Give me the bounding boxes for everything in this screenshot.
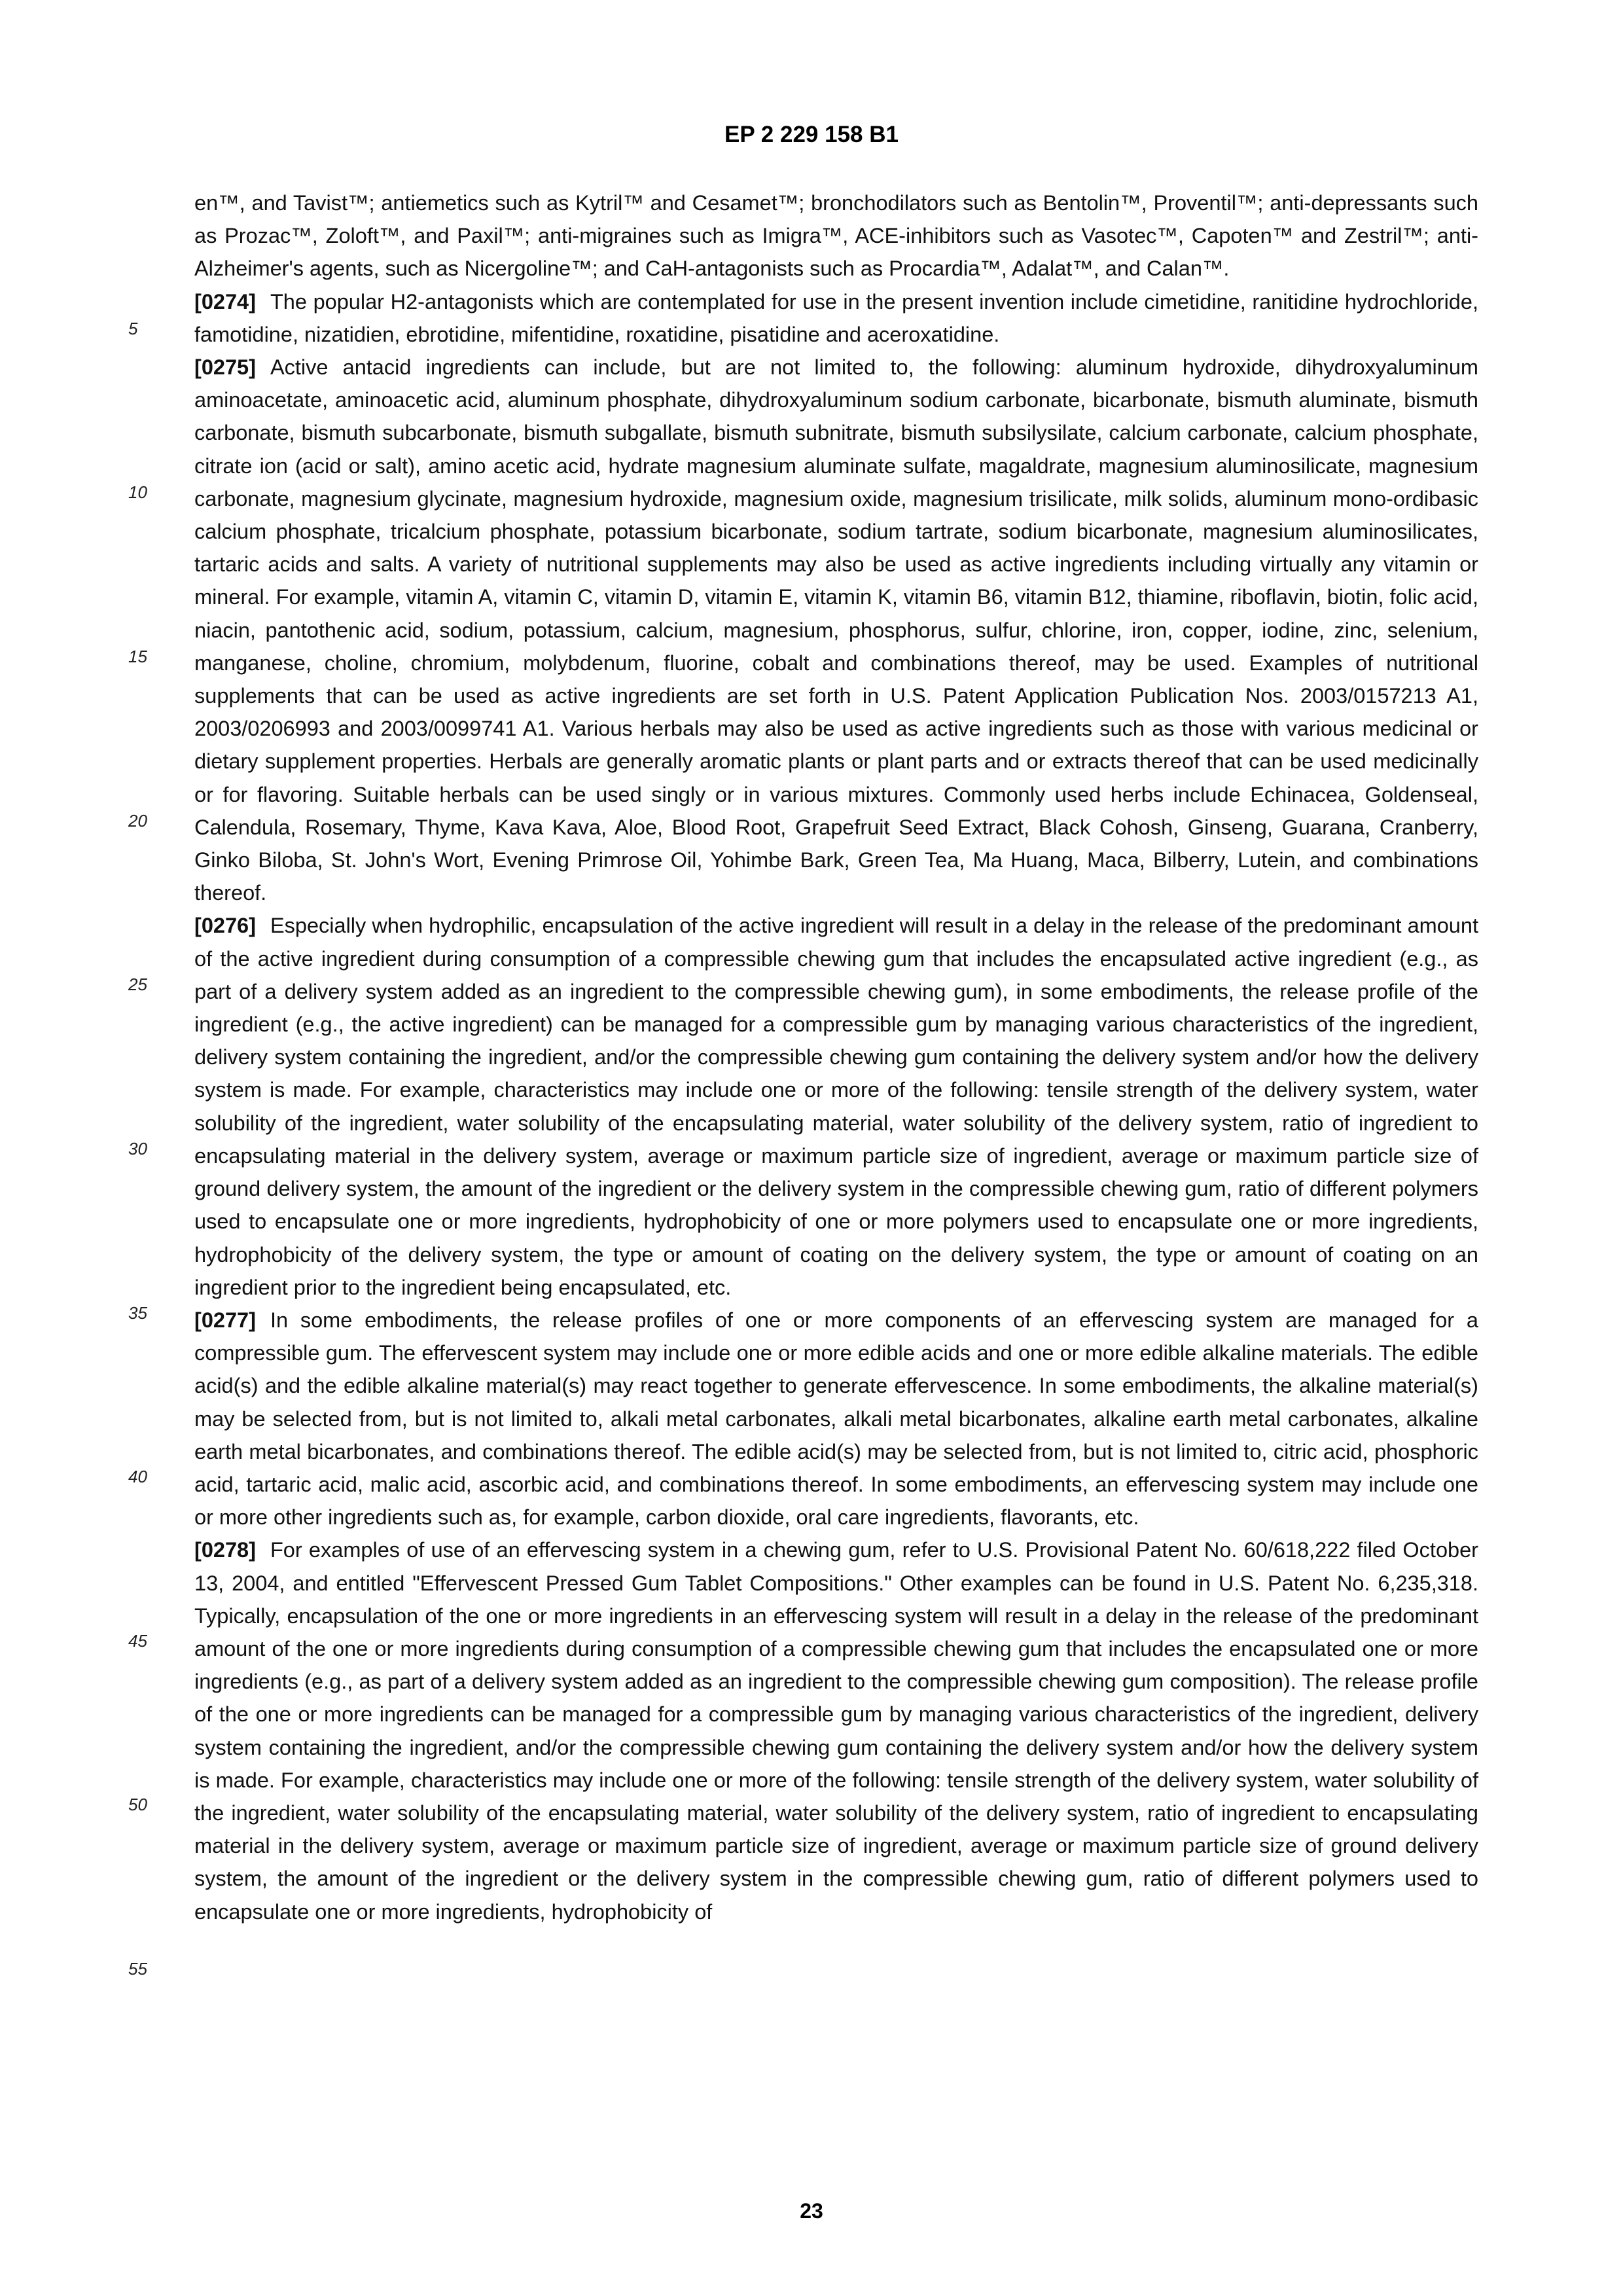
paragraph-number: [0277] bbox=[194, 1308, 256, 1332]
paragraph-number: [0275] bbox=[194, 355, 256, 380]
line-number: 20 bbox=[128, 811, 147, 831]
paragraph-number: [0278] bbox=[194, 1538, 256, 1562]
paragraph-text: The popular H2-antagonists which are contemplated for use in the present invention include cimetidine, ranitidine hydrochloride, famotidine, nizatidien, ebrotidine, mifentidine, roxatidine, pisatidine and aceroxatidine. bbox=[194, 289, 1478, 346]
line-number: 40 bbox=[128, 1467, 147, 1486]
paragraph-text: Active antacid ingredients can include, but are not limited to, the following: aluminum hydroxide, dihydroxyaluminum aminoacetate, aminoacetic acid, aluminum phosphate, dihydroxyaluminum sodium carbonate, bicarbonate, bismuth aluminate, bismuth carbonate, bismuth subcarbonate, bismuth subgallate, bismuth subnitrate, bismuth subsilysilate, calcium carbonate, calcium phosphate, citrate ion (acid or salt), amino acetic acid, hydrate magnesium aluminate sulfate, magaldrate, magnesium aluminosilicate, magnesium carbonate, magnesium glycinate, magnesium hydroxide, magnesium oxide, magnesium trisilicate, milk solids, aluminum mono-ordibasic calcium phosphate, tricalcium phosphate, potassium bicarbonate, sodium tartrate, sodium bicarbonate, magnesium aluminosilicates, tartaric acids and salts. A variety of nutritional supplements may also be used as active ingredients including virtually any vitamin or mineral. For example, vitamin A, vitamin C, vitamin D, vitamin E, vitamin K, vitamin B6, vitamin B12, thiamine, riboflavin, biotin, folic acid, niacin, pantothenic acid, sodium, potassium, calcium, magnesium, phosphorus, sulfur, chlorine, iron, copper, iodine, zinc, selenium, manganese, choline, chromium, molybdenum, fluorine, cobalt and combinations thereof, may be used. Examples of nutritional supplements that can be used as active ingredients are set forth in U.S. Patent Application Publication Nos. 2003/0157213 A1, 2003/0206993 and 2003/0099741 A1. Various herbals may also be used as active ingredients such as those with various medicinal or dietary supplement properties. Herbals are generally aromatic plants or plant parts and or extracts thereof that can be used medicinally or for flavoring. Suitable herbals can be used singly or in various mixtures. Commonly used herbs include Echinacea, Goldenseal, Calendula, Rosemary, Thyme, Kava Kava, Aloe, Blood Root, Grapefruit Seed Extract, Black Cohosh, Ginseng, Guarana, Cranberry, Ginko Biloba, St. John's Wort, Evening Primrose Oil, Yohimbe Bark, Green Tea, Ma Huang, Maca, Bilberry, Lutein, and combinations thereof. bbox=[194, 355, 1478, 905]
line-number: 15 bbox=[128, 647, 147, 666]
line-number: 5 bbox=[128, 319, 138, 338]
paragraph-number: [0274] bbox=[194, 289, 256, 314]
paragraph-text: In some embodiments, the release profiles of one or more components of an effervescing system are managed for a compressible gum. The effervescent system may include one or more edible acids and one or more edible alkaline materials. The edible acid(s) and the edible alkaline material(s) may react together to generate effervescence. In some embodiments, the alkaline material(s) may be selected from, but is not limited to, alkali metal carbonates, alkali metal bicarbonates, alkaline earth metal carbonates, alkaline earth metal bicarbonates, and combinations thereof. The edible acid(s) may be selected from, but is not limited to, citric acid, phosphoric acid, tartaric acid, malic acid, ascorbic acid, and combinations thereof. In some embodiments, an effervescing system may include one or more other ingredients such as, for example, carbon dioxide, oral care ingredients, flavorants, etc. bbox=[194, 1308, 1478, 1530]
paragraph-0274 bbox=[194, 285, 1478, 351]
page-number: 23 bbox=[800, 2199, 823, 2223]
line-number: 30 bbox=[128, 1139, 147, 1158]
paragraph-continuation bbox=[194, 187, 1478, 285]
paragraph-0278 bbox=[194, 1534, 1478, 1928]
paragraph-text: For examples of use of an effervescing system in a chewing gum, refer to U.S. Provisional Patent No. 60/618,222 filed October 13, 2004, and entitled "Effervescent Pressed Gum Tablet Compositions." Other examples can be found in U.S. Patent No. 6,235,318. Typically, encapsulation of the one or more ingredients in an effervescing system will result in a delay in the release of the predominant amount of the one or more ingredients during consumption of a compressible chewing gum that includes the encapsulated one or more ingredients (e.g., as part of a delivery system added as an ingredient to the compressible chewing gum composition). The release profile of the one or more ingredients can be managed for a compressible gum by managing various characteristics of the ingredient, delivery system containing the ingredient, and/or the compressible chewing gum containing the delivery system and/or how the delivery system is made. For example, characteristics may include one or more of the following: tensile strength of the delivery system, water solubility of the ingredient, water solubility of the encapsulating material, water solubility of the delivery system, ratio of ingredient to encapsulating material in the delivery system, average or maximum particle size of ingredient, average or maximum particle size of ground delivery system, the amount of the ingredient or the delivery system in the compressible chewing gum, ratio of different polymers used to encapsulate one or more ingredients, hydrophobicity of bbox=[194, 1538, 1478, 1924]
paragraph-0276 bbox=[194, 909, 1478, 1303]
document-body bbox=[194, 187, 1478, 1928]
line-number: 10 bbox=[128, 482, 147, 502]
paragraph-0275 bbox=[194, 351, 1478, 909]
paragraph-number: [0276] bbox=[194, 914, 256, 938]
line-number: 25 bbox=[128, 975, 147, 994]
paragraph-text: en™, and Tavist™; antiemetics such as Kytril™ and Cesamet™; bronchodilators such as Bentolin™, Proventil™; anti-depressants such as Prozac™, Zoloft™, and Paxil™; anti-migraines such as Imigra™, ACE-inhibitors such as Vasotec™, Capoten™ and Zestril™; anti-Alzheimer's agents, such as Nicergoline™; and CaH-antagonists such as Procardia™, Adalat™, and Calan™. bbox=[194, 191, 1478, 281]
line-number: 45 bbox=[128, 1631, 147, 1651]
line-number: 55 bbox=[128, 1959, 147, 1979]
paragraph-0277 bbox=[194, 1304, 1478, 1534]
paragraph-text: Especially when hydrophilic, encapsulation of the active ingredient will result in a delay in the release of the predominant amount of the active ingredient during consumption of a compressible chewing gum that includes the encapsulated active ingredient (e.g., as part of a delivery system added as an ingredient to the compressible chewing gum), in some embodiments, the release profile of the ingredient (e.g., the active ingredient) can be managed for a compressible gum by managing various characteristics of the ingredient, delivery system containing the ingredient, and/or the compressible chewing gum containing the delivery system and/or how the delivery system is made. For example, characteristics may include one or more of the following: tensile strength of the delivery system, water solubility of the ingredient, water solubility of the encapsulating material, water solubility of the delivery system, ratio of ingredient to encapsulating material in the delivery system, average or maximum particle size of ingredient, average or maximum particle size of ground delivery system, the amount of the ingredient or the delivery system in the compressible chewing gum, ratio of different polymers used to encapsulate one or more ingredients, hydrophobicity of one or more polymers used to encapsulate one or more ingredients, hydrophobicity of the delivery system, the type or amount of coating on the delivery system, the type or amount of coating on an ingredient prior to the ingredient being encapsulated, etc. bbox=[194, 914, 1478, 1299]
line-number: 50 bbox=[128, 1795, 147, 1814]
line-number: 35 bbox=[128, 1303, 147, 1323]
patent-number-header: EP 2 229 158 B1 bbox=[724, 122, 899, 147]
